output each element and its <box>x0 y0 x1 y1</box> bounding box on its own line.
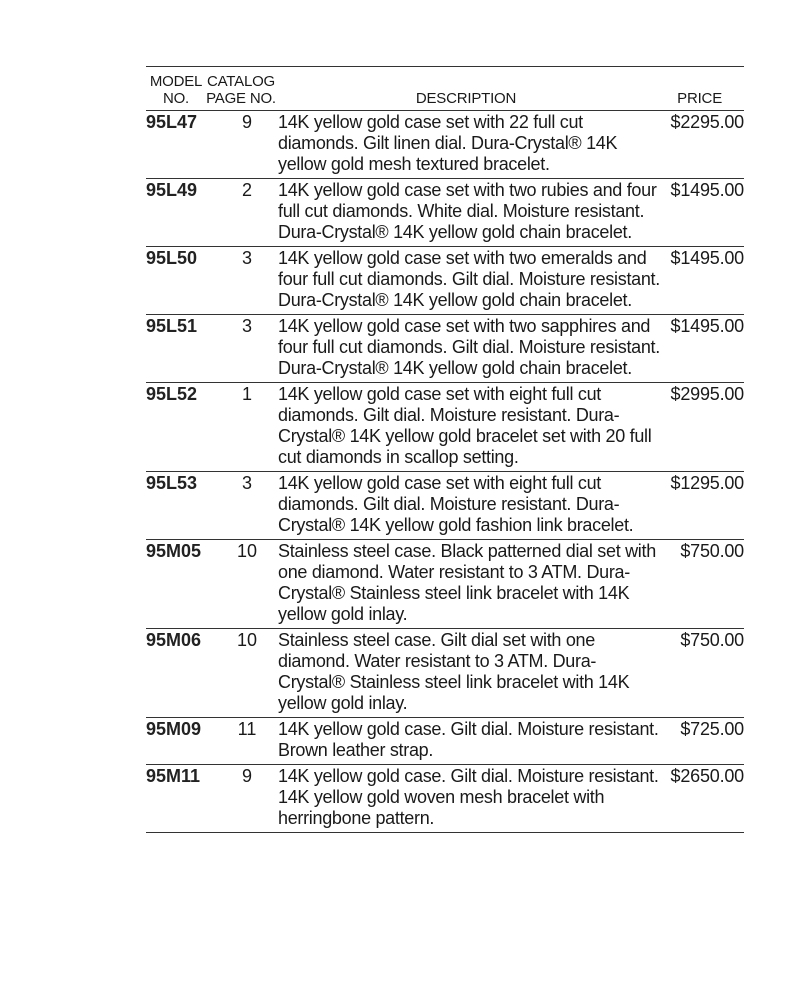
description-text: 14K yellow gold case. Gilt dial. Moisture resistant. Brown leather strap. <box>278 719 659 760</box>
table-body <box>146 111 744 833</box>
header-model-line2: NO. <box>162 90 190 107</box>
table-row <box>146 540 744 629</box>
catalog-page-number: 1 <box>241 384 252 404</box>
description-text: 14K yellow gold case set with eight full cut diamonds. Gilt dial. Moisture resistant. Dura-Crystal® 14K yellow gold fashion link bracelet. <box>278 473 634 535</box>
description-text: 14K yellow gold case set with 22 full cut diamonds. Gilt linen dial. Dura-Crystal® 14K yellow gold mesh textured bracelet. <box>278 112 618 174</box>
price-value: $1495.00 <box>670 248 744 268</box>
header-catalog-line2: PAGE NO. <box>206 90 276 107</box>
catalog-page-number: 2 <box>241 180 252 200</box>
table-row <box>146 472 744 540</box>
description-text: 14K yellow gold case set with eight full cut diamonds. Gilt dial. Moisture resistant. Dura-Crystal® 14K yellow gold bracelet set with 20 full cut diamonds in scallop setting. <box>278 384 652 467</box>
model-number: 95L53 <box>146 473 198 493</box>
table-row <box>146 383 744 472</box>
catalog-page-number: 3 <box>241 473 252 493</box>
header-model-line1: MODEL <box>149 73 203 90</box>
catalog-page-number: 3 <box>241 248 252 268</box>
catalog-page-number: 10 <box>236 630 258 650</box>
price-value: $725.00 <box>680 719 744 739</box>
header-price: PRICE <box>677 90 722 107</box>
model-number: 95M05 <box>146 541 202 561</box>
price-value: $1295.00 <box>670 473 744 493</box>
price-value: $1495.00 <box>670 316 744 336</box>
catalog-page-number: 9 <box>241 112 252 132</box>
header-catalog-line1: CATALOG <box>206 73 276 90</box>
model-number: 95L50 <box>146 248 198 268</box>
description-text: 14K yellow gold case set with two rubies and four full cut diamonds. White dial. Moisture resistant. Dura-Crystal® 14K yellow gold chain bracelet. <box>278 180 657 242</box>
catalog-page-number: 10 <box>236 541 258 561</box>
table-row <box>146 111 744 179</box>
price-value: $1495.00 <box>670 180 744 200</box>
table-row <box>146 315 744 383</box>
model-number: 95L47 <box>146 112 198 132</box>
header-description: DESCRIPTION <box>415 90 517 107</box>
table-row <box>146 765 744 833</box>
description-text: Stainless steel case. Black patterned dial set with one diamond. Water resistant to 3 ATM. Dura-Crystal® Stainless steel link bracelet with 14K yellow gold inlay. <box>278 541 656 624</box>
price-value: $2295.00 <box>670 112 744 132</box>
table-row <box>146 629 744 718</box>
catalog-page-number: 3 <box>241 316 252 336</box>
description-text: 14K yellow gold case set with two emeralds and four full cut diamonds. Gilt dial. Moisture resistant. Dura-Crystal® 14K yellow gold chain bracelet. <box>278 248 660 310</box>
price-value: $750.00 <box>680 541 744 561</box>
table-row <box>146 179 744 247</box>
model-number: 95M06 <box>146 630 202 650</box>
table-row <box>146 247 744 315</box>
price-value: $2650.00 <box>670 766 744 786</box>
model-number: 95M09 <box>146 719 202 739</box>
model-number: 95M11 <box>146 766 201 786</box>
price-value: $2995.00 <box>670 384 744 404</box>
catalog-page-number: 11 <box>237 719 257 739</box>
description-text: 14K yellow gold case. Gilt dial. Moisture resistant. 14K yellow gold woven mesh bracelet with herringbone pattern. <box>278 766 659 828</box>
table-header <box>146 67 744 111</box>
header-model <box>146 73 206 107</box>
description-text: 14K yellow gold case set with two sapphires and four full cut diamonds. Gilt dial. Moisture resistant. Dura-Crystal® 14K yellow gold chain bracelet. <box>278 316 660 378</box>
header-catalog-page <box>206 73 276 107</box>
model-number: 95L51 <box>146 316 198 336</box>
description-text: Stainless steel case. Gilt dial set with one diamond. Water resistant to 3 ATM. Dura-Crystal® Stainless steel link bracelet with 14K yellow gold inlay. <box>278 630 630 713</box>
price-value: $750.00 <box>680 630 744 650</box>
table-row <box>146 718 744 765</box>
price-list-table <box>146 66 744 833</box>
catalog-page-number: 9 <box>241 766 252 786</box>
model-number: 95L52 <box>146 384 198 404</box>
model-number: 95L49 <box>146 180 198 200</box>
